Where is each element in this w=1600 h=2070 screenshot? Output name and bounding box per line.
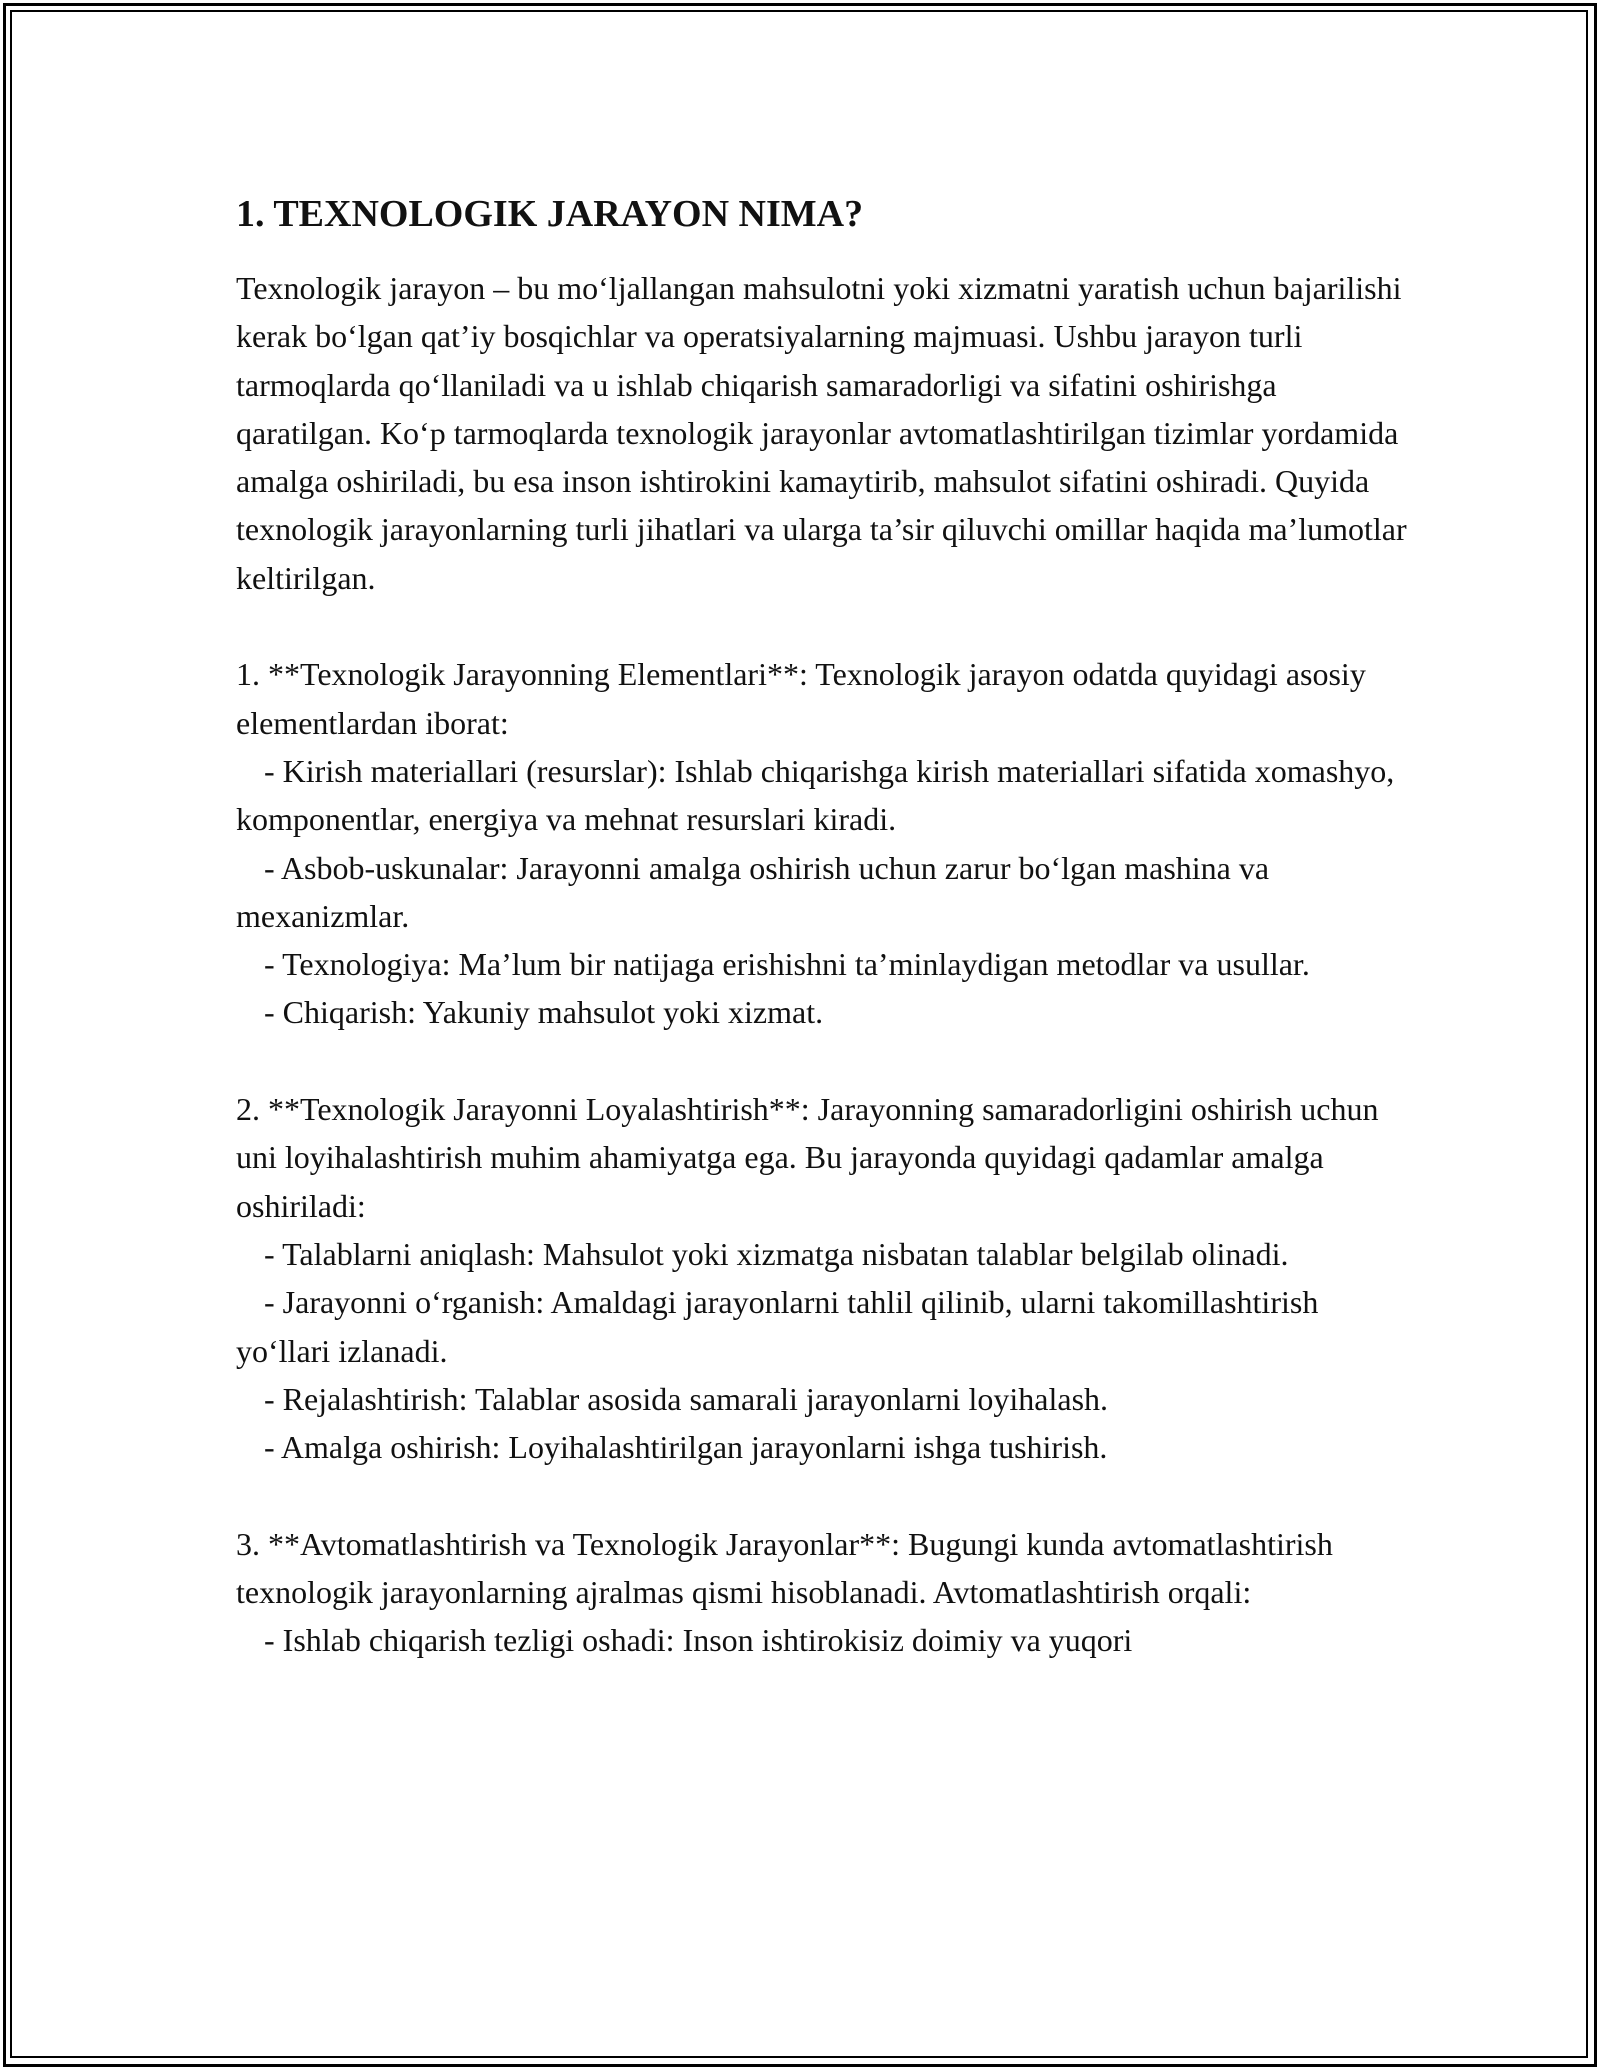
item-text: - Talablarni aniqlash: Mahsulot yoki xizmatga nisbatan talablar belgilab olinadi.	[264, 1235, 1289, 1272]
section-1-item-3	[236, 940, 1416, 988]
item-text: - Chiqarish: Yakuniy mahsulot yoki xizmat.	[264, 994, 824, 1031]
section-3-item-1	[236, 1616, 1416, 1664]
section-1-item-1	[236, 747, 1416, 844]
blank-line	[236, 1037, 1416, 1085]
item-text: - Rejalashtirish: Talablar asosida samarali jarayonlarni loyihalash.	[264, 1380, 1109, 1417]
section-2-item-2	[236, 1278, 1416, 1375]
section-2-item-4	[236, 1423, 1416, 1471]
section-2-item-1	[236, 1230, 1416, 1278]
intro-paragraph: Texnologik jarayon – bu mo‘ljallangan mahsulotni yoki xizmatni yaratish uchun bajarilishi kerak bo‘lgan qat’iy bosqichlar va operatsiyalarning majmuasi. Ushbu jarayon turli tarmoqlarda qo‘llaniladi va u ishlab chiqarish samaradorligi va sifatini oshirishga qaratilgan. Ko‘p tarmoqlarda texnologik jarayonlar avtomatlashtirilgan tizimlar yordamida amalga oshiriladi, bu esa inson ishtirokini kamaytirib, mahsulot sifatini oshiradi. Quyida texnologik jarayonlarning turli jihatlari va ularga ta’sir qiluvchi omillar haqida ma’lumotlar keltirilgan.	[236, 270, 1407, 596]
item-text: - Amalga oshirish: Loyihalashtirilgan jarayonlarni ishga tushirish.	[264, 1429, 1108, 1466]
section-2-lead: 2. **Texnologik Jarayonni Loyalashtirish**: Jarayonning samaradorligini oshirish uchun uni loyihalashtirish muhim ahamiyatga ega. Bu jarayonda quyidagi qadamlar amalga oshiriladi:	[236, 1091, 1379, 1224]
blank-line	[236, 1471, 1416, 1519]
blank-line	[236, 602, 1416, 650]
item-text: - Texnologiya: Ma’lum bir natijaga erishishni ta’minlaydigan metodlar va usullar.	[264, 946, 1310, 983]
section-1-lead: 1. **Texnologik Jarayonning Elementlari**: Texnologik jarayon odatda quyidagi asosiy elementlardan iborat:	[236, 656, 1366, 741]
item-text: - Kirish materiallari (resurslar): Ishlab chiqarishga kirish materiallari sifatida xomashyo, komponentlar, energiya va mehnat resurslari kiradi.	[236, 752, 1395, 838]
section-1-item-2	[236, 844, 1416, 941]
section-2-item-3	[236, 1375, 1416, 1423]
document-page	[236, 190, 1416, 1665]
section-heading: 1. TEXNOLOGIK JARAYON NIMA?	[236, 193, 864, 235]
item-text: - Ishlab chiqarish tezligi oshadi: Inson ishtirokisiz doimiy va yuqori	[264, 1622, 1133, 1659]
item-text: - Jarayonni o‘rganish: Amaldagi jarayonlarni tahlil qilinib, ularni takomillashtirish yo‘llari izlanadi.	[236, 1284, 1319, 1369]
section-1-item-4	[236, 988, 1416, 1036]
item-text: - Asbob-uskunalar: Jarayonni amalga oshirish uchun zarur bo‘lgan mashina va mexanizmlar.	[236, 849, 1270, 934]
section-3-lead: 3. **Avtomatlashtirish va Texnologik Jarayonlar**: Bugungi kunda avtomatlashtirish texnologik jarayonlarning ajralmas qismi hisoblanadi. Avtomatlashtirish orqali:	[236, 1525, 1333, 1611]
